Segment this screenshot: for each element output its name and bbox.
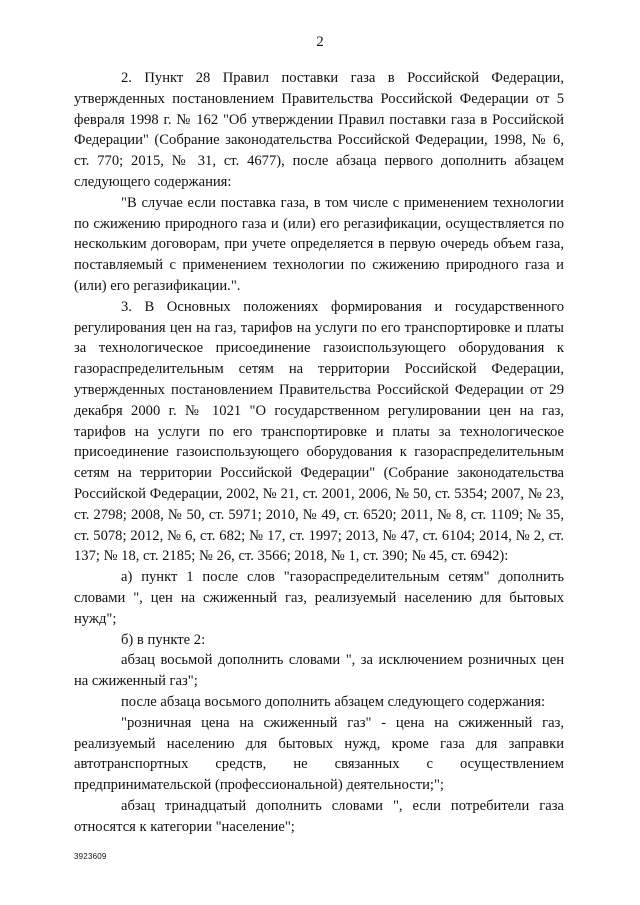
paragraph-retail-price-definition: "розничная цена на сжиженный газ" - цена на сжиженный газ, реализуемый населению для бытовых нужд, кроме газа для заправки автотранспортных средств, не связанных с осуществлением предпринимательской (профессиональной) деятельности;"; — [74, 714, 564, 794]
paragraph-eighth-clause: абзац восьмой дополнить словами ", за исключением розничных цен на сжиженный газ"; — [74, 652, 564, 690]
paragraph-item-3: 3. В Основных положениях формирования и государственного регулирования цен на газ, тарифов на услуги по его транспортировке и платы за технологическое присоединение газоиспользующего оборудования к газораспределительным сетям на территории Российской Федерации, утвержденных постановлением Правительства Российской Федерации от 29 декабря 2000 г. № 1021 "О государственном регулировании цен на газ, тарифов на услуги по его транспортировке и платы за технологическое присоединение газоиспользующего оборудования к газораспределительным сетям на территории Российской Федерации" (Собрание законодательства Российской Федерации, 2002, № 21, ст. 2001, 2006, № 50, ст. 5354; 2007, № 23, ст. 2798; 2008, № 50, ст. 5971; 2010, № 49, ст. 6520; 2011, № 8, ст. 1109; № 35, ст. 5078; 2012, № 6, ст. 682; № 17, ст. 1997; 2013, № 47, ст. 6104; 2014, № 2, ст. 137; № 18, ст. 2185; № 26, ст. 3566; 2018, № 1, ст. 390; № 45, ст. 6942): — [74, 298, 564, 565]
document-code: 3923609 — [74, 852, 107, 861]
paragraph-subitem-a: а) пункт 1 после слов "газораспределительным сетям" дополнить словами ", цен на сжиженный газ, реализуемый населению для бытовых нужд"; — [74, 569, 564, 627]
document-body — [74, 68, 564, 837]
paragraph-subitem-b: б) в пункте 2: — [121, 631, 206, 648]
paragraph-quoted-addition: "В случае если поставка газа, в том числе с применением технологии по сжижению природного газа и (или) его регазификации, осуществляется по нескольким договорам, при учете определяется в первую очередь объем газа, поставляемый с применением технологии по сжижению природного газа и (или) его регазификации.". — [74, 194, 564, 294]
paragraph-thirteenth-clause: абзац тринадцатый дополнить словами ", если потребители газа относятся к категории "население"; — [74, 797, 564, 835]
page-number: 2 — [316, 34, 324, 50]
paragraph-item-2: 2. Пункт 28 Правил поставки газа в Российской Федерации, утвержденных постановлением Правительства Российской Федерации от 5 февраля 1998 г. № 162 "Об утверждении Правил поставки газа в Российской Федерации" (Собрание законодательства Российской Федерации, 1998, № 6, ст. 770; 2015, № 31, ст. 4677), после абзаца первого дополнить абзацем следующего содержания: — [74, 70, 564, 190]
paragraph-after-eighth: после абзаца восьмого дополнить абзацем следующего содержания: — [121, 693, 546, 710]
